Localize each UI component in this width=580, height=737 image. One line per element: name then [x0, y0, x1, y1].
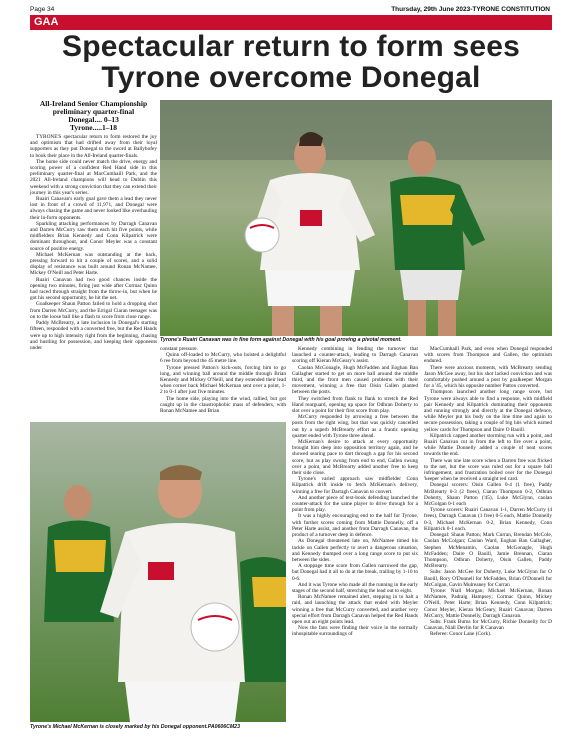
paragraph: Sparkling attacking performances by Darragh Canavan and Darren McCurry saw them each hit five points, while midfielders Brian Kennedy and Conn Kilpatrick were dominant throughout, and Conor Meyler was a constant source of positive energy.	[30, 220, 157, 252]
top-photo-caption: Tyrone's Ruairi Canavan was in fine form against Donegal with his goal proving a pivotal moment.	[160, 337, 402, 343]
paragraph: Paddy McBrearty, a late inclusion in Donegal's starting fifteen, responded with a converted free, but the Red Hands were up to high intensity right from the beginning, chasing and hustling for possession, and keeping their opponents under	[30, 320, 157, 351]
bottom-photo	[30, 422, 286, 722]
paragraph: Ruairi Canavan's early goal gave them a lead they never lost in front of a crowd of 11,971, and Donegal were always chasing the game and never looked like overhauling their in-form opponents.	[30, 196, 157, 221]
paragraph: Tyrone pressed Patton's kick-outs, forcing him to go long, and winning ball around the middle through Brian Kennedy and Mickey O'Neill, and they extended their lead when corner back Michael McKernan sent over a point, 1-2 to 0-1 after just five minutes.	[160, 364, 286, 396]
paragraph: And another piece of text-book defending launched the counter-attack for the same player to drive through for a point from play.	[292, 494, 418, 514]
football-players-photo	[160, 100, 552, 336]
paragraph: They switched from flank to flank to stretch the Red Hand rearguard, opening up space for Odhran Doherty to slot over a point for their first score from play.	[292, 395, 418, 415]
paragraph: Kilpatrick capped another storming run with a point, and Ruairi Canavan cut in from the left to fire over a point, while Mattie Donnelly added a couple of neat scores towards the end.	[424, 432, 552, 458]
paragraph: Caolan McGonagle, Hugh McFadden and Eoghan Ban Gallagher started to get on more ball around the middle third, and the front men caused problems with their movement, winning a free that Oisin Gallen planted between the posts.	[292, 364, 418, 396]
paragraph: There was one late score when a Darren free was flicked to the net, but the score was ruled out for a square ball infringement, and frustration boiled over for the Donegal 'keeper when he received a straight red card.	[424, 457, 552, 483]
issue-date: Thursday, 29th June 2023-TYRONE CONSTITUTION	[391, 6, 550, 13]
headline-line-2: Tyrone overcome Donegal	[101, 61, 481, 94]
page-header	[0, 0, 580, 16]
page-number: Page 34	[30, 6, 55, 13]
top-photo	[160, 100, 552, 336]
paragraph: Donegal: Shaun Patton; Mark Curran, Brendan McCole, Caolan McColgan; Caolan Ward, Eoghan Ban Gallagher, Stephen McMenamin, Caolan McGonagle, Hugh McFadden; Daire O Baoill, Jamie Brennan, Ciaran Thompson, Odhran Doherty, Oisin Gallen, Paddy McBrearty.	[424, 532, 552, 570]
paragraph: Quinn off-loaded to McCurry, who hoisted a delightful 6 ree from beyond the 45 metre line.	[160, 352, 286, 365]
player-marked-photo	[30, 422, 286, 722]
paragraph: Now the fans were finding their voice in the normally inhospitable surroundings of	[292, 625, 418, 638]
paragraph: Ruairi Canavan had two good chances inside the opening two minutes, firing just wide after Cormac Quinn had raced through straight from the throw-in, but when he got his second opportunity, he hit the net.	[30, 276, 157, 302]
paragraph: Kennedy combining in fending the turnover that launched a counter-attack, leading to Darragh Canavan scoring off Kieran McGeary's assist.	[292, 346, 418, 365]
sub-line-3: Donegal.... 0–13	[68, 115, 119, 124]
paragraph: A stoppage time score from Gallen narrowed the gap, but Donegal had it all to do at the break, trailing by 1-10 to 0-6.	[292, 563, 418, 582]
paragraph: The home side could never match the drive, energy and scoring power of a confident Red Hand side in this preliminary quarter-final at MacCumhaill Park, and the 2021 All-Ireland champions will head to Dublin this weekend with a strong conviction that they can extend their journey in this year's series.	[30, 158, 157, 196]
paragraph: MacCumhaill Park, and even when Donegal responded with scores from Thompson and Gallen, the optimism endured.	[424, 346, 552, 365]
column-4	[424, 346, 552, 732]
paragraph: Tyrone's varied approach saw midfielder Conn Kilpatrick drift inside to fetch McKernan's delivery, winning a free for Darragh Canavan to convert.	[292, 476, 418, 495]
paragraph: As Donegal threatened late on, McNamee timed his tackle on Gallen perfectly to avert a dangerous situation, and Kennedy thumped over a long range score to put six between the sides.	[292, 538, 418, 563]
paragraph: Michael McKernan was outstanding at the back, pressing forward to hit a couple of scores, and a solid display of resistance was built around Ronan McNamee, Mickey O'Neill and Peter Harte.	[30, 251, 157, 277]
paragraph: McCurry responded by arrowing a free between the posts from the right wing, but that was quickly cancelled out by a superb McBrearty effort as a frantic opening quarter ended with Tyrone three ahead.	[292, 414, 418, 439]
sub-line-2: preliminary quarter-final	[52, 107, 135, 116]
paragraph: McKernan's desire to attack at every opportunity brought him deep into opposition territory again, and he showed searing pace to dart through a gap for his second score, but as play swung from end to end, Gallen swung over a point, and McBrearty added another free to keep their side close.	[292, 439, 418, 477]
column-2	[160, 346, 286, 418]
paragraph: Tyrone: Niall Morgan; Michael McKernan, Ronan McNamee, Padraig Hampsey; Cormac Quinn, Mickey O'Neill, Peter Harte; Brian Kennedy, Conn Kilpatrick; Conor Meyler, Kieran McGeary, Ruairi Canavan; Darren McCurry, Mattie Donnelly, Darragh Canavan.	[424, 587, 552, 619]
column-1	[30, 100, 157, 420]
paragraph: Thompson launched another long range score, but Tyrone were always able to find a response, with midfield pair Kennedy and Kilpatrick dominating their opponents and running strongly and directly at the Donegal defence, while Meyler put his body on the line time and again to secure possession, taking a couple of big hits which earned yellow cards for Thompson and Daire O Baoill.	[424, 389, 552, 433]
paragraph: TYRONE'S spectacular return to form restored the joy and optimism that had drifted away from their loyal supporters as they put Donegal to the sword at Ballybofey to book their place in the All-Ireland quarter-finals.	[30, 134, 157, 159]
paragraph: Ronan McNamee remained alert, stepping in to halt a raid, and launching the attack that ended with Meyler winning a free that McCurry converted, and another very special effort from Darragh Canavan helped the Red Hands open out an eight points lead.	[292, 594, 418, 625]
paragraph: Donegal scorers: Oisin Gallen 0-4 (1 free), Paddy McBrearty 0-3 (2 frees), Ciaran Thompson 0-2, Odhran Doherty, Shaun Patton ('45), Luke McGlynn, caolan McGolgan 0-1 each	[424, 482, 552, 508]
paragraph: There were anxious moments, with McBrearty sending Jason McGee away, but his shot lacked conviction and was comfortably pushed around a post by goalkeeper Morgan for a '45, which his opposite number Patton converted.	[424, 364, 552, 390]
paragraph: Goalkeeper Shaun Patton failed to hold a dropping shot from Darren McCurry, and the Errigal Ciaran teenager was on to the loose ball like a flash to score from close range.	[30, 301, 157, 320]
section-banner	[30, 15, 552, 30]
paragraph: constant pressure.	[160, 346, 198, 352]
paragraph: It was a highly encouraging end to the half for Tyrone, with further scores coming from Mattie Donnelly, off a Peter Harte assist, and another from Darragh Canavan, the product of a turnover deep in defence.	[292, 513, 418, 539]
paragraph: The home side, playing into the wind, rallied, but got caught up in the claustrophobic mass of defenders, with Ronan McNamee and Brian	[160, 395, 286, 415]
sub-line-4: Tyrone.....1–18	[69, 123, 117, 132]
column-3	[292, 346, 418, 732]
section-label: GAA	[34, 16, 59, 28]
paragraph: Subs: Jason McGee for Doherty, Luke McGlynn for O Baoill, Rory O'Donnell for McFadden, Brian O'Donnell for McColgan, Gavin Mulreaney for Curran	[424, 569, 552, 588]
headline-line-1: Spectacular return to form sees	[61, 30, 521, 63]
bottom-photo-caption: Tyrone's Michael McKernan is closely marked by his Donegal opponent.PA0606CM23	[30, 724, 240, 730]
paragraph: Tyrone scorers: Ruairi Canavan 1-1, Darren McCurry (4 frees), Darragh Canavan (1 free) 0-5 each, Mattie Donnelly 0-3, Michael McKernan 0-2, Brian Kennedy, Conn Kilpatrick 0-1 each.	[424, 507, 552, 532]
sub-line-1: All-Ireland Senior Championship	[39, 100, 148, 108]
paragraph: And it was Tyrone who made all the running in the early stages of the second half, stretching the lead out to eight.	[292, 581, 418, 594]
paragraph: Subs: Frank Burns for McCurry, Richie Donnelly for D Canavan, Niall Devlin for R Canavan	[424, 618, 552, 632]
headline	[30, 31, 552, 93]
match-summary	[30, 100, 157, 132]
paragraph: Referee: Conor Lane (Cork).	[430, 631, 492, 638]
